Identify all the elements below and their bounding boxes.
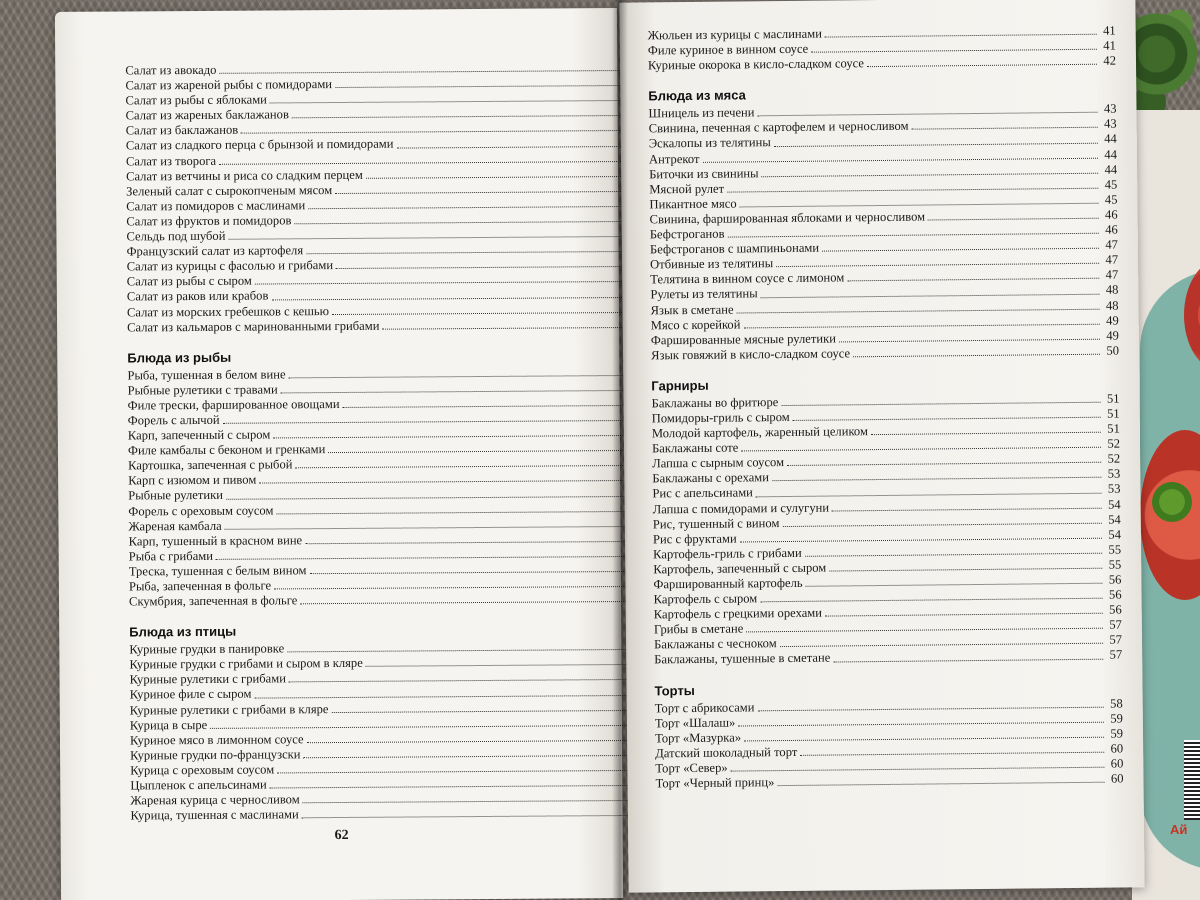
toc-entry-title: Рыба, тушенная в белом вине [127,367,286,383]
dot-leader [287,649,626,652]
dot-leader [270,785,628,788]
dot-leader [774,142,1098,146]
toc-entry-title: Баклажаны соте [651,440,739,456]
toc-entry-title: Жюльен из курицы с маслинами [647,26,822,43]
dot-leader [307,740,627,743]
toc-entry-page: 49 [1106,328,1119,343]
dot-leader [760,598,1102,603]
toc-entry-title: Лапша с помидорами и сулугуни [652,500,830,516]
toc-entry-title: Картофель-гриль с грибами [653,545,802,562]
dot-leader [306,251,623,254]
toc-entry-title: Куриное мясо в лимонном соусе [129,732,304,748]
toc-entry-title: Торт «Север» [655,760,728,776]
toc-entry-title: Рис с апельсинами [652,485,753,501]
toc-section [648,84,1119,363]
dot-leader [793,417,1101,421]
dot-leader [805,553,1102,557]
dot-leader [281,390,625,393]
toc-entry-page: 51 [1106,391,1120,406]
dot-leader [822,248,1099,252]
toc-entry-page: 54 [1108,512,1121,527]
dot-leader [366,176,623,179]
toc-entry-page: 54 [1108,527,1122,542]
left-page [55,8,623,900]
toc-entry-title: Рыбные рулетики с травами [127,382,278,398]
dot-leader [867,64,1097,67]
dot-leader [396,146,622,149]
dot-leader [741,447,1101,452]
toc-entry-page: 43 [1103,101,1117,116]
dot-leader [308,206,623,209]
toc-entry-title: Баклажаны, тушенные в сметане [654,651,831,667]
toc-entry-title: Рулеты из телятины [650,286,758,302]
toc-entry-title: Язык в сметане [650,302,734,317]
toc-entry-title: Бефстроганов [649,226,725,242]
dot-leader [756,492,1102,497]
dot-leader [811,49,1097,53]
toc-entry-title: Рис с фруктами [652,531,737,547]
toc-entry-page: 41 [1103,23,1116,38]
toc-entry-page: 57 [1109,647,1123,663]
dot-leader [289,679,627,682]
toc-entry-title: Форель с ореховым соусом [128,502,274,519]
toc-entry-title: Торт «Мазурка» [654,730,742,746]
dot-leader [727,188,1098,193]
dot-leader [335,85,622,88]
dot-leader [772,477,1101,481]
toc-entry-title: Зеленый салат с сырокопченым мясом [126,182,333,199]
dot-leader [328,450,625,453]
dot-leader [216,556,626,560]
dot-leader [743,323,1099,328]
toc-entry-page: 48 [1105,298,1119,313]
toc-entry-page: 44 [1104,147,1118,162]
toc-section [648,24,1116,74]
toc-entry-title: Свинина, печенная с картофелем и черносливом [648,119,909,136]
toc-entry-page: 59 [1110,726,1124,741]
toc-entry-title: Салат из раков или крабов [126,288,269,304]
toc-entry-title: Язык говяжий в кисло-сладком соусе [650,346,851,363]
section-title: Гарниры [651,377,709,394]
dot-leader [274,586,626,589]
dot-leader [270,100,623,103]
toc-entry-title: Торт «Черный принц» [655,775,775,791]
toc-entry-title: Фаршированные мясные рулетики [650,331,837,348]
dot-leader [928,218,1099,221]
toc-entry-title: Филе камбалы с беконом и гренками [127,442,326,458]
toc-entry-page: 44 [1104,131,1117,147]
toc-entry-title: Торт «Шалаш» [654,715,736,731]
toc-entry-title: Картофель с грецкими орехами [653,605,823,622]
toc-entry-title: Карп с изюмом и пивом [128,472,257,488]
toc-entry-title: Рыбные рулетики [128,488,223,503]
toc-entry-title: Баклажаны с чесноком [654,636,777,652]
dot-leader [728,233,1099,238]
dot-leader [382,327,624,330]
toc-entry-title: Свинина, фаршированная яблоками и черносливом [649,209,926,227]
dot-leader [800,752,1104,756]
dot-leader [226,496,625,500]
toc-entry-title: Скумбрия, запеченная в фольге [128,593,298,609]
dot-leader [776,263,1099,267]
right-page [619,0,1144,893]
toc-section [651,373,1122,668]
toc-entry-title: Картофель, запеченный с сыром [653,560,827,577]
toc-entry-page: 56 [1109,602,1122,617]
dot-leader [273,435,625,438]
toc-section [125,60,643,335]
toc-entry-title: Куриные грудки с грибами и сыром в кляре [129,656,363,672]
toc-entry-page: 49 [1106,313,1119,328]
dot-leader [300,601,626,604]
toc-entry-title: Салат из жареной рыбы с помидорами [125,77,333,93]
dot-leader [871,432,1101,435]
dot-leader [731,767,1105,772]
toc-entry-title: Бефстроганов с шампиньонами [649,240,820,257]
toc-right [648,24,1124,792]
dot-leader [228,236,623,240]
dot-leader [366,664,627,667]
toc-entry-page: 45 [1104,177,1118,192]
toc-entry-title: Куриное филе с сыром [129,687,252,702]
dot-leader [782,522,1101,526]
dot-leader [292,115,623,118]
toc-entry-title: Лапша с сырным соусом [652,455,785,471]
toc-entry-title: Салат из сладкого перца с брынзой и помидорами [125,137,394,153]
toc-entry-page: 47 [1105,267,1119,282]
toc-entry-title: Отбивные из телятины [650,256,774,272]
toc-entry-title: Салат из рыбы с яблоками [125,92,267,108]
dot-leader [309,571,625,574]
dot-leader [294,221,623,224]
dot-leader [740,203,1099,208]
toc-entry-title: Картошка, запеченная с рыбой [128,457,293,473]
toc-entry-title: Курица, тушенная с маслинами [130,807,299,823]
toc-entry-page: 53 [1107,466,1121,481]
toc-entry-page: 52 [1107,451,1121,466]
toc-entry-page: 47 [1105,252,1119,267]
dot-leader [833,658,1103,662]
toc-entry-title: Молодой картофель, жаренный целиком [651,424,868,441]
toc-entry-page: 56 [1108,572,1122,587]
toc-entry-title: Рыба с грибами [128,548,214,564]
toc-entry-title: Куриные рулетики с грибами в кляре [129,701,329,718]
dot-leader [289,375,625,378]
toc-entry-title: Салат из фруктов и помидоров [126,213,292,229]
dot-leader [781,402,1100,406]
toc-entry-page: 44 [1104,162,1118,177]
toc-entry-title: Сельдь под шубой [126,228,226,244]
dot-leader [304,755,628,758]
section-title: Блюда из мяса [648,87,746,104]
dot-leader [219,70,622,74]
toc-entry-title: Грибы в сметане [653,621,744,637]
toc-entry-title: Карп, тушенный в красном вине [128,532,303,549]
toc-entry-title: Куриные грудки по-французски [130,747,301,763]
toc-entry-title: Куриные окорока в кисло-сладком соусе [647,56,865,73]
dot-leader [302,815,628,818]
toc-left [125,60,646,824]
toc-entry [127,316,643,335]
toc-entry-title: Эскалопы из телятины [648,135,771,151]
toc-entry-page: 57 [1109,617,1122,632]
toc-entry-title: Филе трески, фаршированное овощами [127,396,340,413]
toc-entry-title: Пикантное мясо [649,196,737,212]
dot-leader [305,541,625,544]
dot-leader [825,34,1097,38]
section-title: Торты [654,682,695,698]
dot-leader [225,526,626,530]
toc-entry-title: Форель с алычой [127,412,220,428]
toc-entry [130,805,646,824]
toc-entry [129,591,645,610]
dot-leader [276,511,625,514]
toc-entry-title: Французский салат из картофеля [126,243,304,259]
dot-leader [762,172,1099,177]
toc-entry-page: 60 [1110,741,1124,756]
dot-leader [777,782,1104,786]
dot-leader [703,157,1098,162]
dot-leader [912,127,1098,130]
toc-entry-title: Карп, запеченный с сыром [127,427,271,443]
toc-entry-title: Салат из ветчины и риса со сладким перцем [125,167,363,184]
toc-entry-page: 50 [1106,343,1120,358]
dot-leader [853,354,1100,358]
dot-leader [223,420,625,424]
toc-entry-title: Салат из кальмаров с маринованными грибами [127,318,380,335]
dot-leader [277,770,627,773]
toc-section [129,621,646,824]
toc-entry-title: Мясо с корейкой [650,317,741,333]
toc-entry-page: 51 [1107,421,1120,436]
toc-entry-page: 48 [1105,282,1119,298]
toc-entry-title: Салат из баклажанов [125,123,239,138]
dot-leader [740,538,1102,543]
dot-leader [219,161,623,165]
toc-entry-title: Шницель из печени [648,105,755,121]
toc-section [654,678,1123,791]
toc-entry-title: Филе куриное в винном соусе [647,41,809,58]
cover-brand-text: Ай [1170,822,1188,837]
toc-entry-page: 55 [1108,542,1122,557]
toc-entry-page: 57 [1109,632,1123,648]
dot-leader [746,628,1103,633]
toc-entry-page: 59 [1110,711,1123,726]
toc-entry-page: 43 [1103,116,1117,132]
toc-entry-title: Датский шоколадный торт [655,744,798,761]
toc-entry-title: Цыпленок с апельсинами [130,777,267,793]
dot-leader [761,293,1100,298]
toc-entry-page: 60 [1110,756,1124,771]
toc-entry-title: Рыба, запеченная в фольге [128,578,272,594]
dot-leader [343,405,625,408]
toc-entry-title: Баклажаны с орехами [652,470,770,486]
dot-leader [829,568,1102,572]
toc-entry-page: 45 [1104,192,1118,207]
dot-leader [336,266,624,269]
dot-leader [335,191,623,194]
dot-leader [825,613,1103,617]
toc-entry-page: 56 [1108,587,1122,602]
dot-leader [832,507,1102,511]
toc-entry-title: Антрекот [648,151,700,166]
toc-entry-page: 41 [1103,38,1116,53]
dot-leader [737,308,1100,313]
dot-leader [787,462,1101,466]
toc-entry-title: Баклажаны во фритюре [651,394,779,411]
section-title: Блюда из птицы [129,623,237,640]
toc-entry-page: 55 [1108,557,1122,572]
dot-leader [259,480,625,484]
section-title: Блюда из рыбы [127,349,232,366]
toc-entry-title: Треска, тушенная с белым вином [128,563,307,579]
toc-entry-page: 52 [1107,436,1121,451]
toc-entry-page: 53 [1107,481,1121,497]
toc-entry-title: Фаршированный картофель [653,575,803,592]
toc-entry-page: 46 [1104,207,1118,222]
toc-entry-title: Салат из курицы с фасолью и грибами [126,258,334,274]
toc-entry-title: Помидоры-гриль с сыром [651,409,790,426]
toc-entry-title: Мясной рулет [649,181,725,197]
dot-leader [271,297,623,300]
toc-entry-page: 58 [1110,696,1123,711]
toc-entry-title: Салат из морских гребешков с кешью [126,303,330,319]
herb-garnish-image [1152,482,1192,522]
toc-entry-title: Салат из авокадо [125,62,217,78]
toc-entry-title: Картофель с сыром [653,591,758,607]
toc-entry-title: Салат из рыбы с сыром [126,273,252,289]
page-number: 62 [334,827,349,844]
book-gutter [612,0,628,900]
toc-section [127,347,645,610]
toc-entry-title: Куриные грудки в панировке [129,641,285,657]
dot-leader [758,706,1104,711]
dot-leader [839,338,1100,342]
toc-entry-title: Рис, тушенный с вином [652,515,780,532]
plant-decoration [1128,0,1200,120]
toc-entry-title: Салат из творога [125,153,217,169]
toc-entry-title: Салат из жареных баклажанов [125,107,289,123]
toc-entry-page: 47 [1105,237,1118,252]
toc-entry-title: Жареная камбала [128,518,222,534]
dot-leader [331,710,626,713]
dot-leader [255,281,624,285]
toc-entry-page: 60 [1110,771,1124,786]
toc-entry-title: Жареная курица с черносливом [130,792,300,808]
toc-entry-title: Салат из помидоров с маслинами [126,198,306,214]
toc-entry-page: 51 [1107,406,1120,421]
dot-leader [241,130,623,134]
toc-entry-title: Телятина в винном соусе с лимоном [650,270,845,287]
dot-leader [210,725,627,729]
toc-entry-page: 42 [1103,53,1117,68]
dot-leader [758,112,1098,117]
toc-entry-title: Биточки из свинины [649,165,759,182]
toc-entry-page: 54 [1107,497,1121,512]
dot-leader [295,465,625,468]
toc-entry-title: Курица в сыре [129,717,208,733]
dot-leader [738,721,1104,726]
toc-entry-title: Торт с абрикосами [654,699,755,715]
dot-leader [254,695,626,699]
toc-entry-title: Курица с ореховым соусом [130,762,275,778]
dot-leader [303,800,628,803]
toc-entry-title: Куриные рулетики с грибами [129,671,286,687]
dot-leader [780,643,1103,647]
dot-leader [806,583,1103,587]
barcode-image [1184,740,1200,820]
dot-leader [744,737,1104,742]
dot-leader [847,278,1099,282]
dot-leader [332,312,624,315]
toc-entry-page: 46 [1105,222,1118,237]
